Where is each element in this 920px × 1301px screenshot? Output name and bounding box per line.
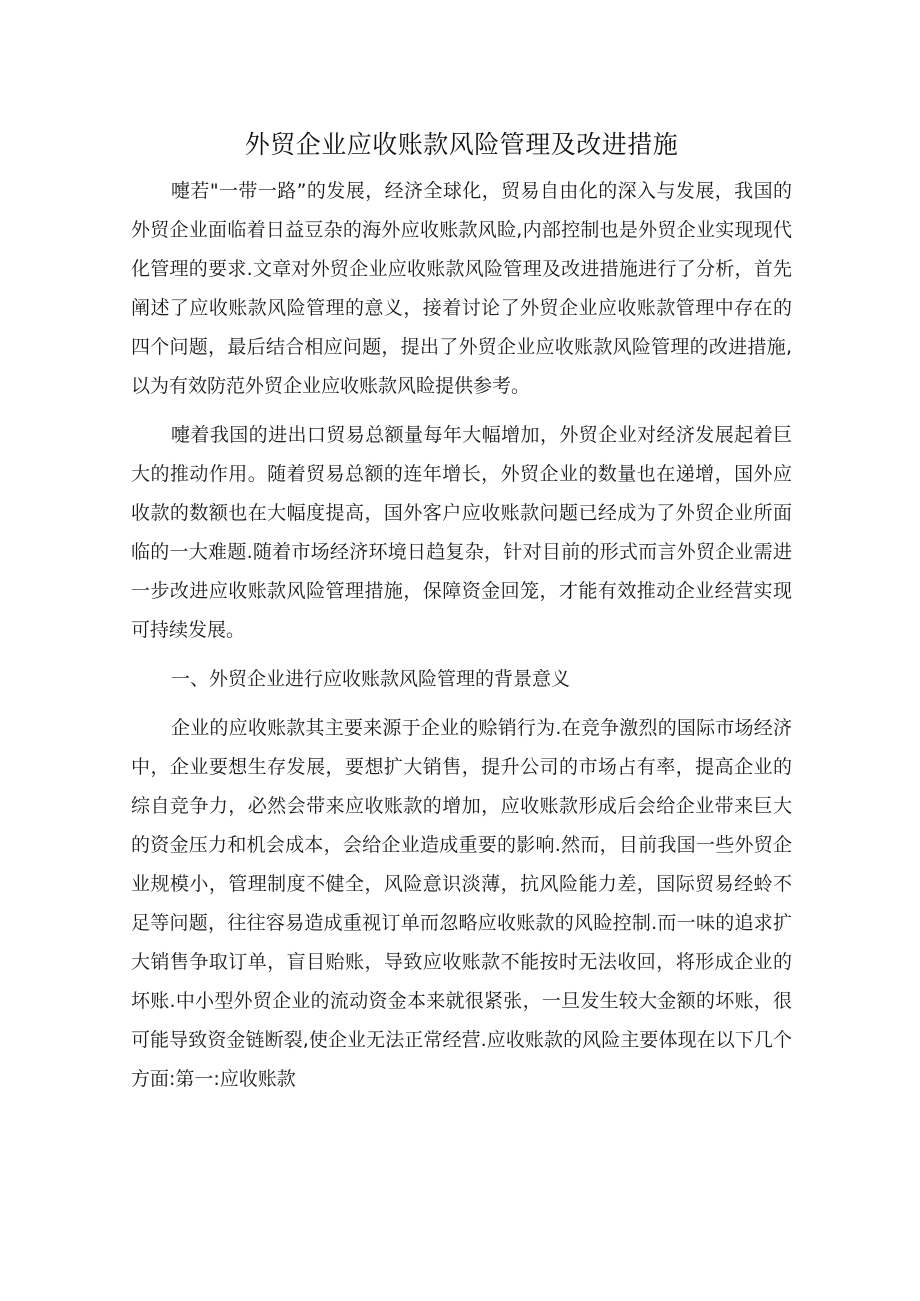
section-paragraph: 企业的应收账款其主要来源于企业的赊销行为.在竞争激烈的国际市场经济中，企业要想生存发展，要想扩大销售，提升公司的市场占有率，提高企业的综自竞争力，必然会带来应收账款的增加，应收账款形成后会给企业带来巨大的资金压力和机会成本，会给企业造成重要的影响.然而，目前我国一些外贸企业规模小，管理制度不健全，风险意识淡薄，抗风险能力差，国际贸易经蛉不足等问题，往往容易造成重视订单而忽略应收账款的风睑控制.而一味的追求扩大销售争取订单，盲目贻账，导致应收账款不能按时无法收回，将形成企业的坏账.中小型外贸企业的流动资金本来就很紧张，一旦发生较大金额的坏账，很可能导致资金链断裂,使企业无法正常经营.应收账款的风险主要体现在以下几个方面:第一:应收账款	[131, 717, 792, 1090]
section-heading: 一、外贸企业进行应收账款风险管理的背景意义	[171, 668, 571, 690]
document-title: 外贸企业应收账款风险管理及改进措施	[244, 130, 679, 159]
background-paragraph: 嚏着我国的进出口贸易总额量每年大幅增加，外贸企业对经济发展起着巨大的推动作用。随着贸易总额的连年增长，外贸企业的数量也在递增，国外应收款的数额也在大幅度提高，国外客户应收账款问题已经成为了外贸企业所面临的一大难题.随着市场经济环境日趋复杂，针对目前的形式而言外贸企业需进一步改进应收账款风险管理措施，保障资金回笼，才能有效推动企业经营实现可持续发展。	[131, 424, 792, 641]
intro-paragraph: 嚏若"一带一路”的发展，经济全球化，贸易自由化的深入与发展，我国的外贸企业面临着日益豆杂的海外应收账款风睑,内部控制也是外贸企业实现现代化管理的要求.文章对外贸企业应收账款风险管理及改进措施进行了分析，首先阐述了应收账款风险管理的意义，接着讨论了外贸企业应收账款管理中存在的四个问题，最后结合相应问题，提出了外贸企业应收账款风险管理的改进措施,以为有效防范外贸企业应收账款风睑提供参考。	[131, 180, 792, 397]
